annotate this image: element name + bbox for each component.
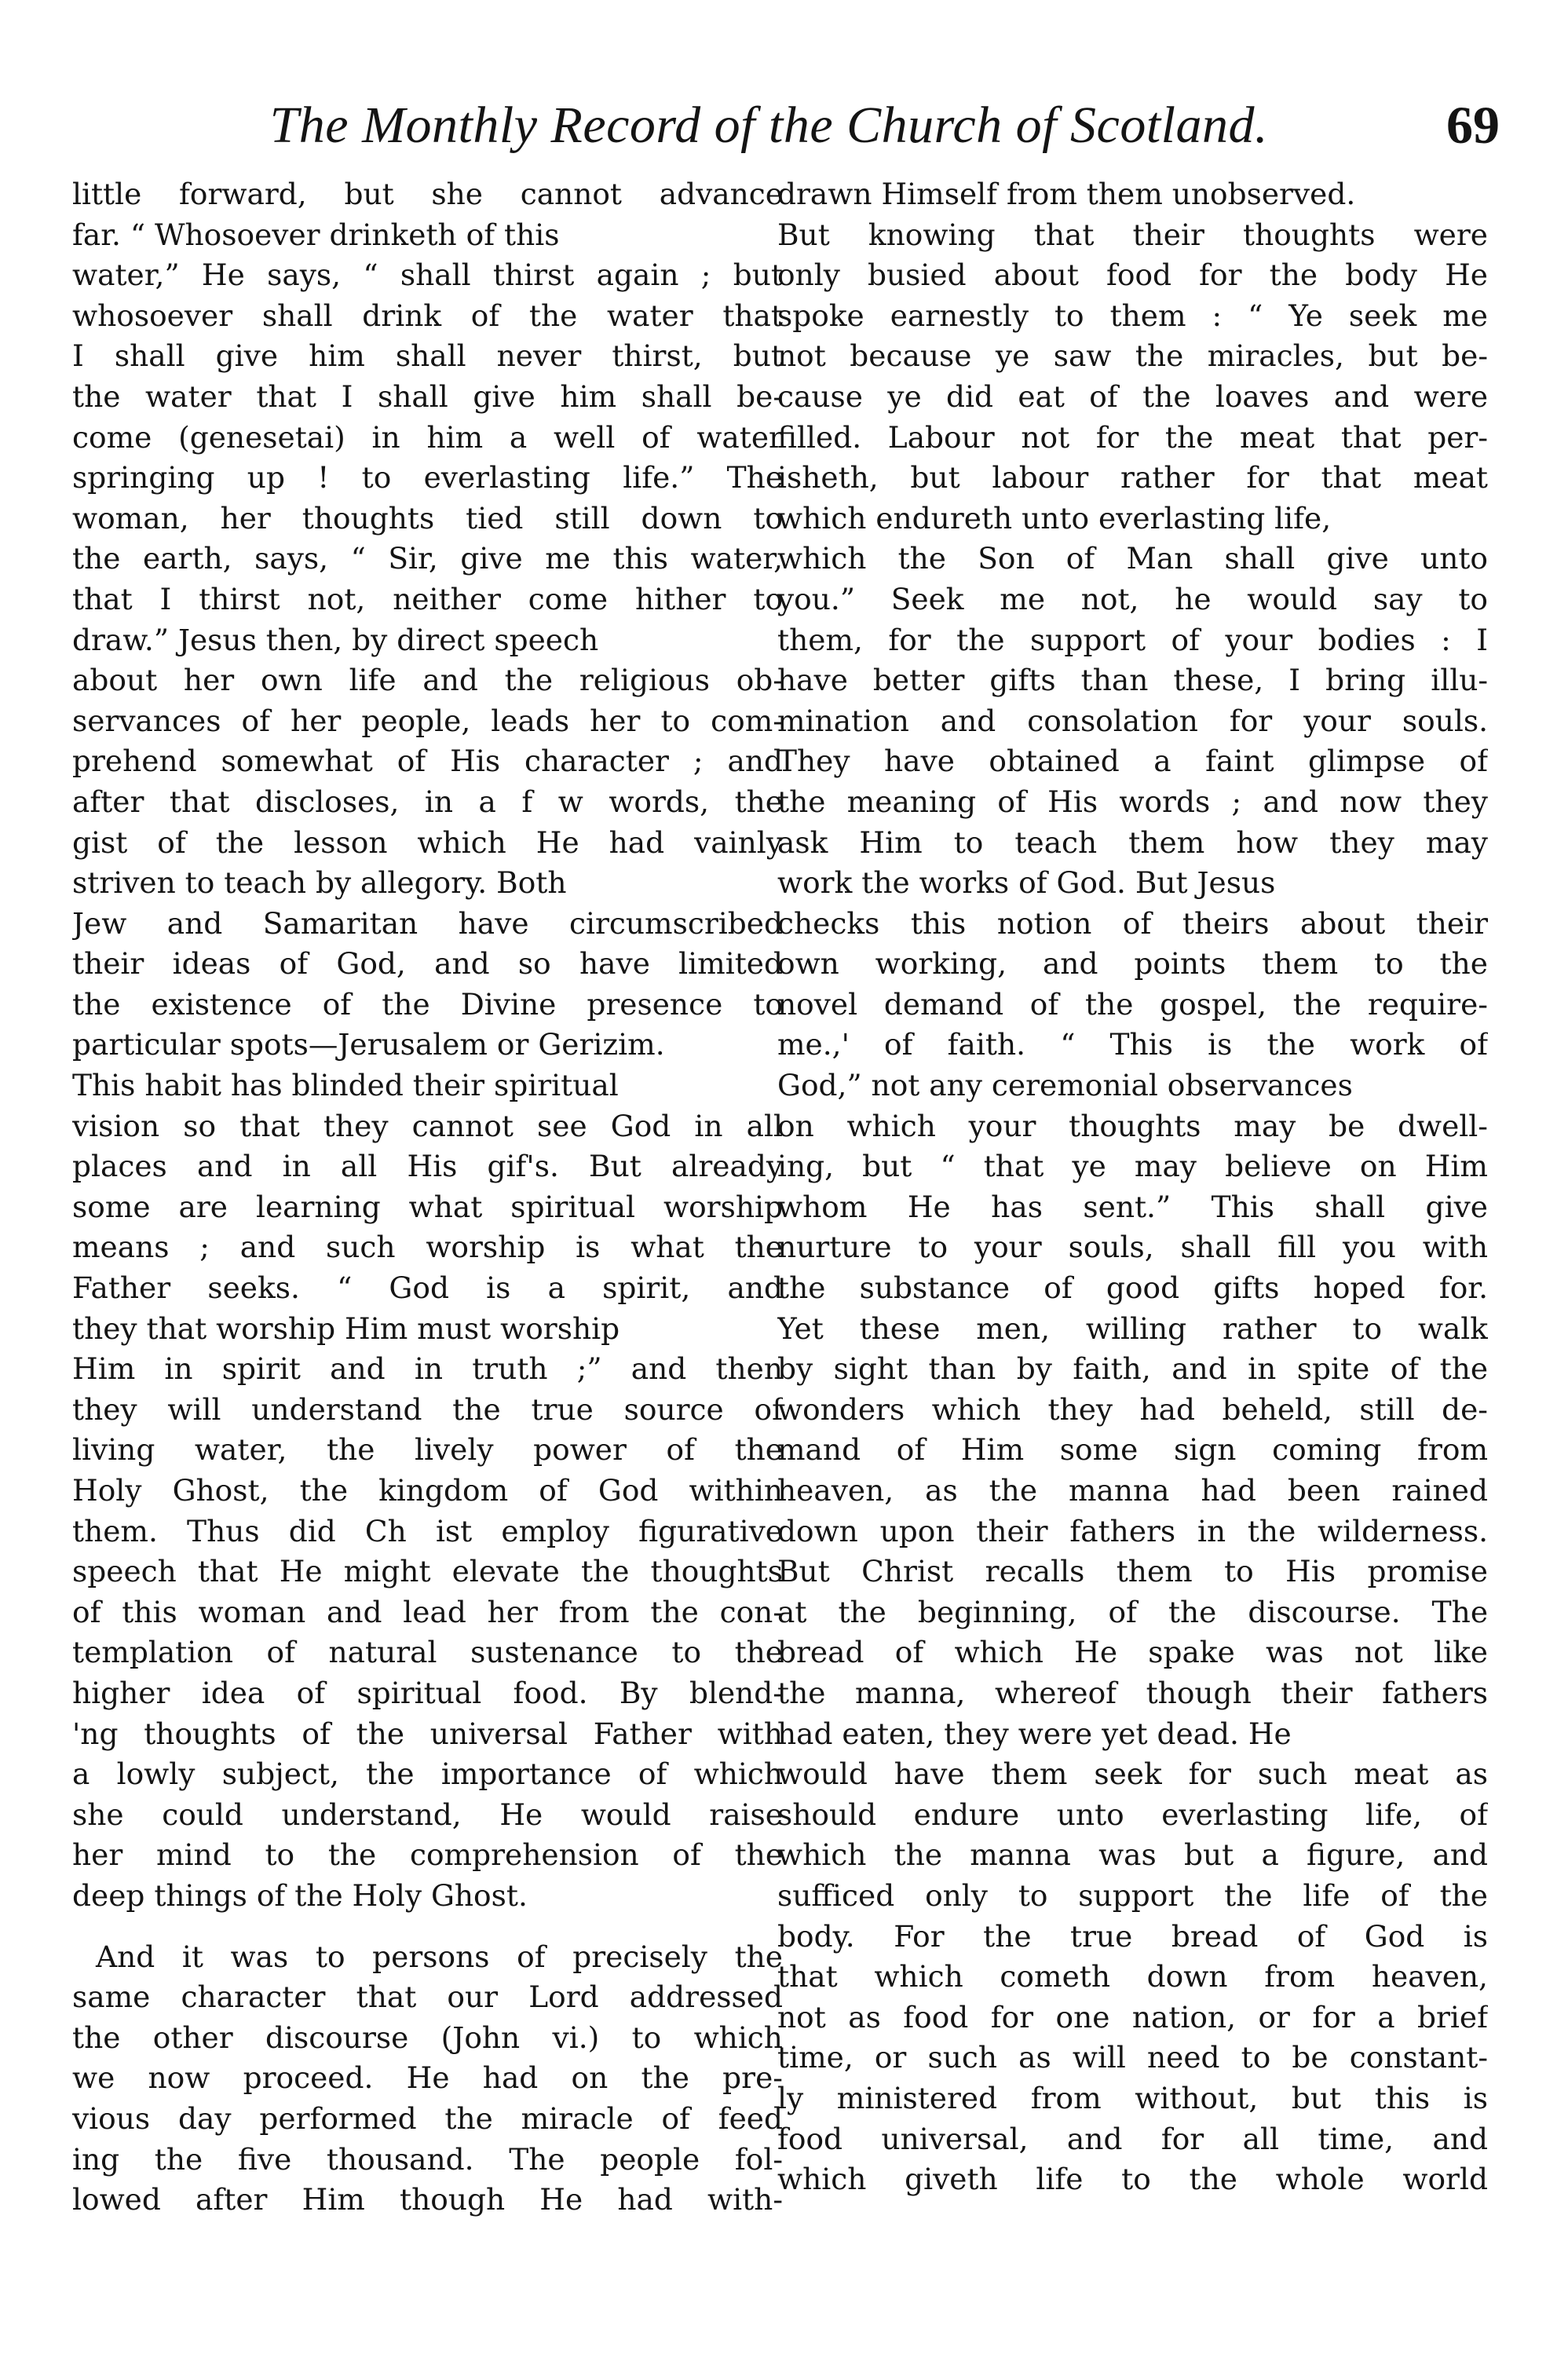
text-line: which the Son of Man shall give unto <box>777 541 1488 576</box>
text-line: higher idea of spiritual food. By blend- <box>72 1675 783 1710</box>
text-line: time, or such as will need to be constant- <box>777 2040 1488 2075</box>
paragraph-gap <box>72 1917 783 1937</box>
text-line: nurture to your souls, shall fill you with <box>777 1230 1488 1265</box>
text-line: their ideas of God, and so have limited <box>72 946 783 982</box>
text-line: they will understand the true source of <box>72 1391 783 1427</box>
text-line: little forward, but she cannot advance <box>72 177 783 211</box>
text-line: which endureth unto everlasting life, <box>777 500 1332 536</box>
text-line: the water that I shall give him shall be- <box>72 378 783 414</box>
text-line: the meaning of His words ; and now they <box>777 784 1488 819</box>
text-line: them, for the support of your bodies : I <box>777 622 1488 657</box>
text-line: mand of Him some sign coming from <box>777 1432 1488 1468</box>
text-line: the existence of the Divine presence to <box>72 986 783 1022</box>
text-line: about her own life and the religious ob- <box>72 663 783 698</box>
text-line: of this woman and lead her from the con- <box>72 1594 783 1629</box>
paragraph <box>72 174 783 1917</box>
text-line: ing, but “ that ye may believe on Him <box>777 1149 1488 1184</box>
text-line: springing up ! to everlasting life.” The <box>72 460 783 495</box>
text-line: speech that He might elevate the thoughts <box>72 1554 783 1589</box>
text-line: drawn Himself from them unobserved. <box>777 177 1356 211</box>
text-line: ly ministered from without, but this is <box>777 2080 1488 2115</box>
text-line: come (genesetai) in him a well of water <box>72 419 783 455</box>
text-line: the manna, whereof though their fathers <box>777 1675 1488 1710</box>
page-number: 69 <box>1446 95 1500 155</box>
text-line: that which cometh down from heaven, <box>777 1959 1488 1994</box>
text-line: wonders which they had beheld, still de- <box>777 1391 1488 1427</box>
text-line: would have them seek for such meat as <box>777 1757 1488 1792</box>
text-line: me.,' of faith. “ This is the work of <box>777 1027 1488 1062</box>
text-line: ask Him to teach them how they may <box>777 824 1488 860</box>
text-line: I shall give him shall never thirst, but <box>72 338 783 374</box>
text-line: food universal, and for all time, and <box>777 2121 1488 2156</box>
text-line: the other discourse (John vi.) to which <box>72 2020 783 2055</box>
text-line: after that discloses, in a f w words, the <box>72 784 783 819</box>
text-line: not because ye saw the miracles, but be- <box>777 338 1488 374</box>
text-line: novel demand of the gospel, the require- <box>777 986 1488 1022</box>
paragraph <box>777 174 1488 2200</box>
text-line: far. “ Whosoever drinketh of this <box>72 217 560 252</box>
text-line: she could understand, He would raise <box>72 1797 783 1832</box>
text-line: striven to teach by allegory. Both <box>72 865 567 901</box>
text-line: draw.” Jesus then, by direct speech <box>72 622 599 657</box>
text-line: had eaten, they were yet dead. He <box>777 1716 1292 1751</box>
text-line: vious day performed the miracle of feed <box>72 2100 783 2136</box>
text-line: we now proceed. He had on the pre- <box>72 2060 783 2096</box>
text-line: that I thirst not, neither come hither to <box>72 581 783 616</box>
text-line: at the beginning, of the discourse. The <box>777 1594 1488 1629</box>
text-line: Father seeks. “ God is a spirit, and <box>72 1270 783 1306</box>
text-line: filled. Labour not for the meat that per- <box>777 419 1488 455</box>
text-line: they that worship Him must worship <box>72 1311 620 1346</box>
text-line: But Christ recalls them to His promise <box>777 1554 1488 1589</box>
text-line: prehend somewhat of His character ; and <box>72 744 783 779</box>
text-line: by sight than by faith, and in spite of the <box>777 1351 1488 1387</box>
text-line: own working, and points them to the <box>777 946 1488 982</box>
text-line: only busied about food for the body He <box>777 258 1488 293</box>
text-line: servances of her people, leads her to com- <box>72 703 783 738</box>
text-line: Jew and Samaritan have circumscribed <box>72 905 783 941</box>
text-line: checks this notion of theirs about their <box>777 905 1488 941</box>
text-line: bread of which He spake was not like <box>777 1635 1488 1670</box>
text-line: isheth, but labour rather for that meat <box>777 460 1488 495</box>
text-line: same character that our Lord addressed <box>72 1980 783 2015</box>
text-line: woman, her thoughts tied still down to <box>72 500 783 536</box>
running-title: The Monthly Record of the Church of Scotland. <box>269 97 1268 154</box>
text-line: places and in all His gif's. But already <box>72 1149 783 1184</box>
text-line: on which your thoughts may be dwell- <box>777 1108 1488 1143</box>
text-line: particular spots—Jerusalem or Gerizim. <box>72 1027 665 1062</box>
text-line: means ; and such worship is what the <box>72 1230 783 1265</box>
right-column <box>777 174 1488 2200</box>
text-line: cause ye did eat of the loaves and were <box>777 378 1488 414</box>
text-line: But knowing that their thoughts were <box>777 217 1488 252</box>
text-line: should endure unto everlasting life, of <box>777 1797 1488 1832</box>
text-line: which giveth life to the whole world <box>777 2162 1488 2197</box>
text-line: vision so that they cannot see God in all <box>72 1108 783 1143</box>
text-line: the substance of good gifts hoped for. <box>777 1270 1488 1306</box>
text-line: Him in spirit and in truth ;” and then <box>72 1351 783 1387</box>
text-line: which the manna was but a figure, and <box>777 1837 1488 1873</box>
text-line: whosoever shall drink of the water that <box>72 298 783 333</box>
text-line: ing the five thousand. The people fol- <box>72 2141 783 2177</box>
text-line: living water, the lively power of the <box>72 1432 783 1468</box>
text-line: work the works of God. But Jesus <box>777 865 1276 901</box>
text-line: them. Thus did Ch ist employ figurative <box>72 1513 783 1548</box>
left-column <box>72 174 783 2221</box>
text-line: sufficed only to support the life of the <box>777 1877 1488 1913</box>
text-line: gist of the lesson which He had vainly <box>72 824 783 860</box>
text-line: heaven, as the manna had been rained <box>777 1473 1488 1508</box>
text-line: some are learning what spiritual worship <box>72 1189 783 1224</box>
text-line: God,” not any ceremonial observances <box>777 1068 1353 1103</box>
paragraph <box>72 1937 783 2221</box>
text-line: And it was to persons of precisely the <box>96 1939 783 1974</box>
text-line: They have obtained a faint glimpse of <box>777 744 1488 779</box>
text-line: mination and consolation for your souls. <box>777 703 1488 738</box>
text-line: templation of natural sustenance to the <box>72 1635 783 1670</box>
text-line: This habit has blinded their spiritual <box>72 1068 619 1103</box>
text-line: deep things of the Holy Ghost. <box>72 1877 528 1913</box>
text-line: Holy Ghost, the kingdom of God within <box>72 1473 783 1508</box>
text-line: 'ng thoughts of the universal Father with <box>72 1716 783 1751</box>
text-line: her mind to the comprehension of the <box>72 1837 783 1873</box>
text-line: body. For the true bread of God is <box>777 1918 1488 1954</box>
text-line: lowed after Him though He had with- <box>72 2182 783 2217</box>
text-line: you.” Seek me not, he would say to <box>777 581 1488 616</box>
text-line: not as food for one nation, or for a brief <box>777 1999 1488 2034</box>
text-line: Yet these men, willing rather to walk <box>777 1311 1488 1346</box>
text-line: the earth, says, “ Sir, give me this water, <box>72 541 783 576</box>
text-line: whom He has sent.” This shall give <box>777 1189 1488 1224</box>
text-line: down upon their fathers in the wilderness. <box>777 1513 1488 1548</box>
text-line: a lowly subject, the importance of which <box>72 1757 783 1792</box>
text-line: spoke earnestly to them : “ Ye seek me <box>777 298 1488 333</box>
text-line: water,” He says, “ shall thirst again ; but <box>72 258 783 293</box>
text-line: have better gifts than these, I bring illu- <box>777 663 1488 698</box>
